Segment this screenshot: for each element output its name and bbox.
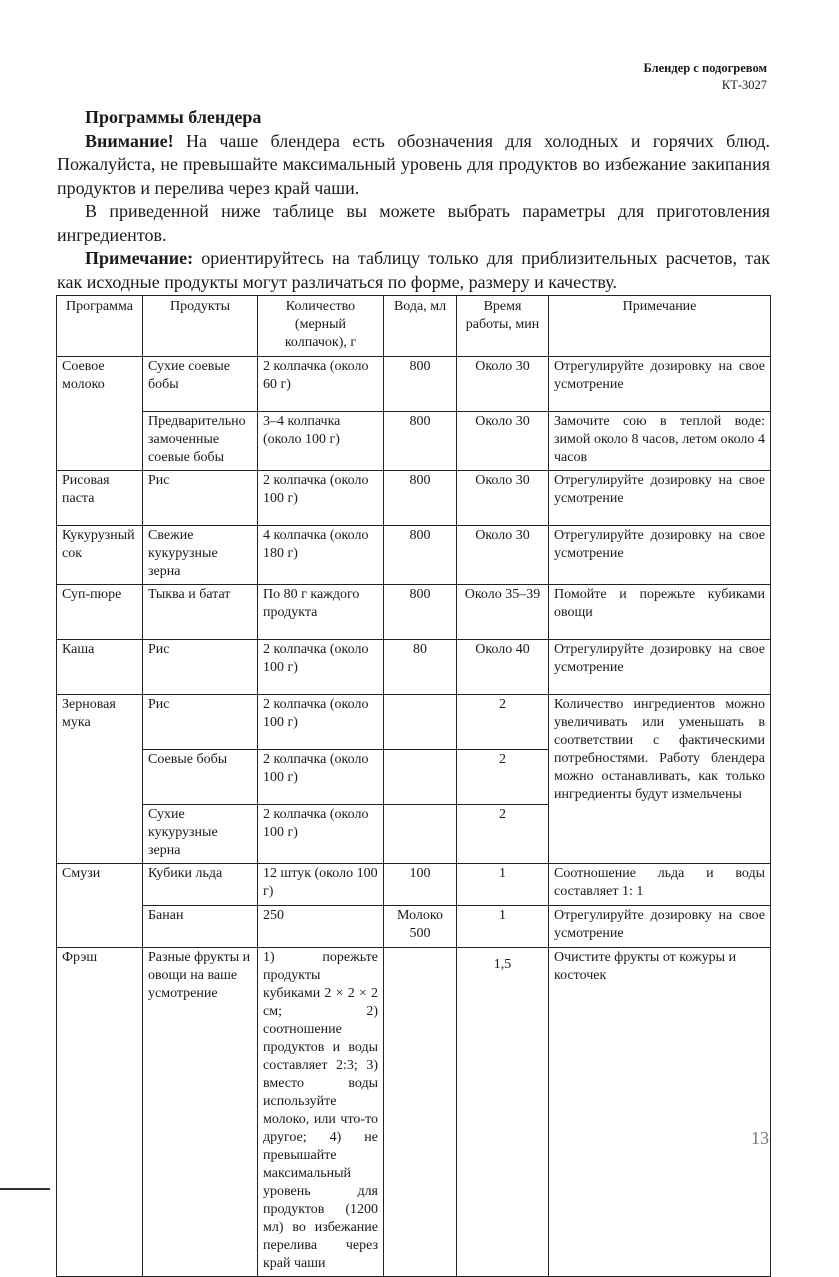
note-cell: Отрегулируйте дозировку на свое усмотрение <box>549 471 771 526</box>
quantity-cell: 2 колпачка (около 100 г) <box>258 471 384 526</box>
products-cell: Рис <box>143 471 258 526</box>
time-cell: Около 30 <box>457 357 549 412</box>
warning-paragraph <box>57 130 770 201</box>
products-cell: Кубики льда <box>143 864 258 906</box>
time-cell: 2 <box>457 695 549 750</box>
header-quantity: Количество (мерный колпачок), г <box>258 296 384 357</box>
time-cell: Около 40 <box>457 640 549 695</box>
table-row <box>57 412 771 471</box>
products-cell: Разные фрукты и овощи на ваше усмотрение <box>143 948 258 1277</box>
program-cell: Смузи <box>57 864 143 948</box>
note-cell: Очистите фрукты от кожуры и косточек <box>549 948 771 1277</box>
time-cell: 2 <box>457 805 549 864</box>
table-intro-paragraph: В приведенной ниже таблице вы можете выбрать параметры для приготовления ингредиентов. <box>57 201 770 245</box>
products-cell: Банан <box>143 906 258 948</box>
water-cell: 800 <box>384 526 457 585</box>
note-cell: Отрегулируйте дозировку на свое усмотрение <box>549 526 771 585</box>
header-program: Программа <box>57 296 143 357</box>
product-model: КТ-3027 <box>721 78 767 92</box>
time-cell: Около 35–39 <box>457 585 549 640</box>
water-cell: 800 <box>384 412 457 471</box>
note-paragraph <box>57 247 770 294</box>
products-cell: Тыква и батат <box>143 585 258 640</box>
time-cell: 1 <box>457 864 549 906</box>
quantity-cell: 2 колпачка (около 100 г) <box>258 805 384 864</box>
water-cell: 800 <box>384 585 457 640</box>
time-cell: Около 30 <box>457 526 549 585</box>
time-cell: Около 30 <box>457 412 549 471</box>
water-cell <box>384 695 457 750</box>
note-cell: Соотношение льда и воды составляет 1: 1 <box>549 864 771 906</box>
program-cell: Кукурузный сок <box>57 526 143 585</box>
section-heading: Программы блендера <box>85 107 262 127</box>
header-note: Примечание <box>549 296 771 357</box>
table-row <box>57 640 771 695</box>
products-cell: Рис <box>143 695 258 750</box>
program-cell: Фрэш <box>57 948 143 1277</box>
intro-section <box>57 106 770 294</box>
header-water: Вода, мл <box>384 296 457 357</box>
program-cell: Суп-пюре <box>57 585 143 640</box>
table-row <box>57 906 771 948</box>
water-cell <box>384 948 457 1277</box>
note-cell: Количество ингредиентов можно увеличивать или уменьшать в соответствии с фактическими потребностями. Работу блендера можно останавливать, как только ингредиенты будут измельчены <box>549 695 771 864</box>
table-row <box>57 948 771 1277</box>
note-cell: Отрегулируйте дозировку на свое усмотрение <box>549 640 771 695</box>
quantity-cell: 1) порежьте продукты кубиками 2 × 2 × 2 см; 2) соотношение продуктов и воды составляет 2:3; 3) вместо воды используйте молоко, или что-то другое; 4) не превышайте максимальный уровень для продуктов (1200 мл) во избежание перелива через край чаши <box>258 948 384 1277</box>
water-cell: 100 <box>384 864 457 906</box>
products-cell: Предварительно замоченные соевые бобы <box>143 412 258 471</box>
note-cell: Помойте и порежьте кубиками овощи <box>549 585 771 640</box>
time-cell: 1 <box>457 906 549 948</box>
quantity-cell: 2 колпачка (около 100 г) <box>258 750 384 805</box>
quantity-cell: 2 колпачка (около 100 г) <box>258 640 384 695</box>
water-cell <box>384 805 457 864</box>
program-cell: Рисовая паста <box>57 471 143 526</box>
table-row <box>57 471 771 526</box>
quantity-cell: 12 штук (около 100 г) <box>258 864 384 906</box>
quantity-cell: 4 колпачка (около 180 г) <box>258 526 384 585</box>
products-cell: Сухие кукурузные зерна <box>143 805 258 864</box>
products-cell: Соевые бобы <box>143 750 258 805</box>
water-cell <box>384 750 457 805</box>
product-title: Блендер с подогревом <box>643 61 767 75</box>
table-row <box>57 695 771 750</box>
quantity-cell: 2 колпачка (около 60 г) <box>258 357 384 412</box>
quantity-cell: 250 <box>258 906 384 948</box>
footer-rule <box>0 1188 50 1190</box>
water-cell: 800 <box>384 471 457 526</box>
page-number: 13 <box>751 1128 769 1148</box>
program-cell: Каша <box>57 640 143 695</box>
time-cell: Около 30 <box>457 471 549 526</box>
programs-table <box>56 295 771 1277</box>
table-row <box>57 526 771 585</box>
warning-text: На чаше блендера есть обозначения для холодных и горячих блюд. Пожалуйста, не превышайте максимальный уровень для продуктов во избежание закипания продуктов и перелива через край чаши. <box>57 130 770 198</box>
note-cell: Замочите сою в теплой воде: зимой около 8 часов, летом около 4 часов <box>549 412 771 471</box>
note-text: ориентируйтесь на таблицу только для приблизительных расчетов, так как исходные продукты могут различаться по форме, размеру и качеству. <box>57 248 770 292</box>
note-label: Примечание: <box>85 248 194 268</box>
table-row <box>57 864 771 906</box>
program-cell: Соевое молоко <box>57 357 143 471</box>
products-cell: Рис <box>143 640 258 695</box>
table-row <box>57 357 771 412</box>
table-header-row <box>57 296 771 357</box>
header-products: Продукты <box>143 296 258 357</box>
water-cell: 80 <box>384 640 457 695</box>
note-cell: Отрегулируйте дозировку на свое усмотрение <box>549 357 771 412</box>
quantity-cell: 3–4 колпачка (около 100 г) <box>258 412 384 471</box>
header-time: Время работы, мин <box>457 296 549 357</box>
program-cell: Зерновая мука <box>57 695 143 864</box>
time-cell: 1,5 <box>457 948 549 1277</box>
warning-label: Внимание! <box>85 130 174 151</box>
page-header <box>643 60 767 94</box>
products-cell: Сухие соевые бобы <box>143 357 258 412</box>
quantity-cell: 2 колпачка (около 100 г) <box>258 695 384 750</box>
quantity-cell: По 80 г каждого продукта <box>258 585 384 640</box>
products-cell: Свежие кукурузные зерна <box>143 526 258 585</box>
time-cell: 2 <box>457 750 549 805</box>
water-cell: 800 <box>384 357 457 412</box>
water-cell: Молоко 500 <box>384 906 457 948</box>
table-row <box>57 585 771 640</box>
note-cell: Отрегулируйте дозировку на свое усмотрение <box>549 906 771 948</box>
